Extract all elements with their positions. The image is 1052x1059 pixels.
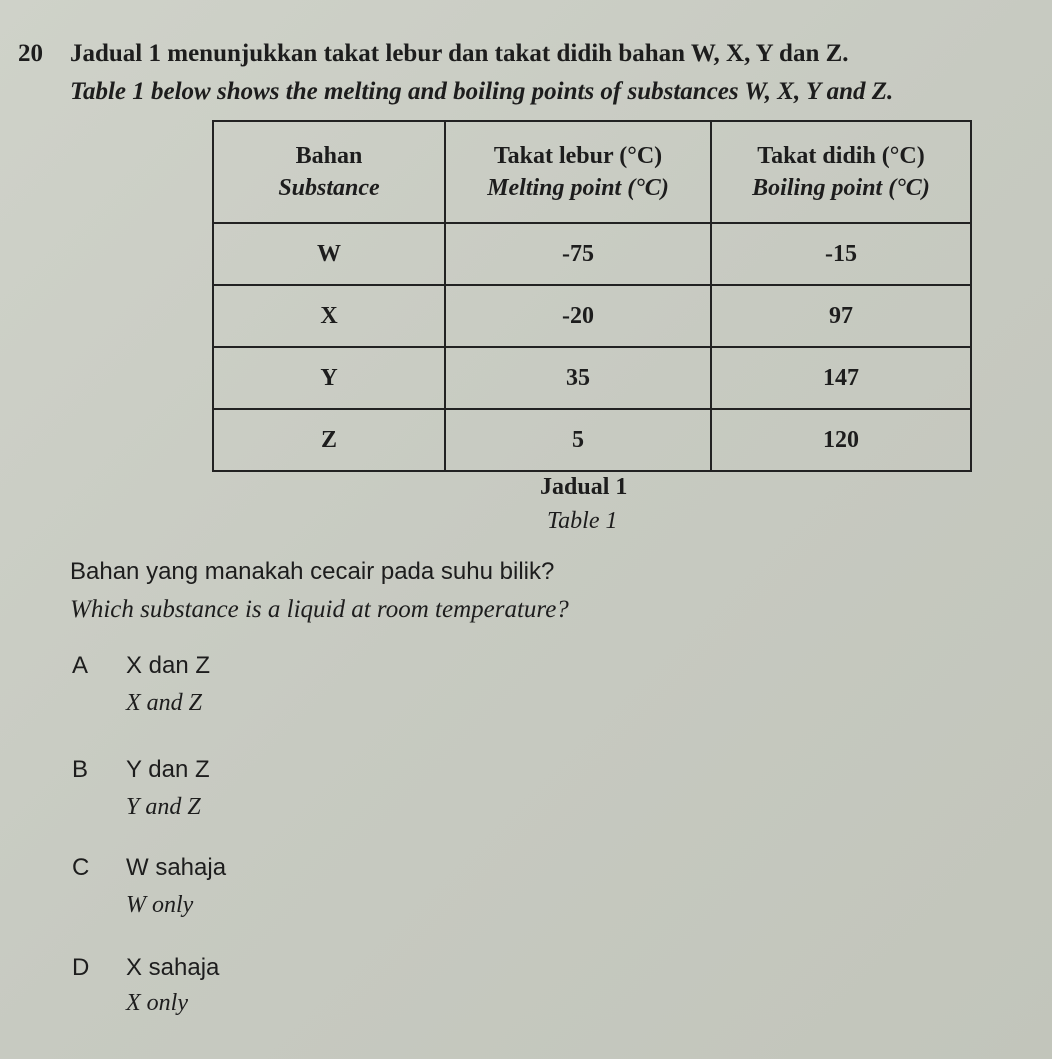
prompt-malay: Bahan yang manakah cecair pada suhu bilik?	[70, 558, 555, 585]
cell-boiling: -15	[711, 223, 971, 285]
option-d[interactable]	[72, 954, 219, 982]
cell-melting: 5	[445, 409, 711, 471]
header-boiling-point: Takat didih (°C) Boiling point (°C)	[711, 121, 971, 223]
option-c-english: W only	[126, 892, 194, 918]
table-row	[213, 409, 971, 471]
cell-substance: Y	[213, 347, 445, 409]
table-caption-malay: Jadual 1	[540, 474, 628, 500]
option-d-english: X only	[126, 990, 188, 1016]
table-row	[213, 347, 971, 409]
option-b[interactable]	[72, 756, 210, 784]
table-row	[213, 285, 971, 347]
data-table	[212, 120, 972, 472]
cell-substance: X	[213, 285, 445, 347]
option-letter: D	[72, 954, 90, 981]
cell-melting: 35	[445, 347, 711, 409]
option-a-english: X and Z	[126, 690, 203, 716]
question-text-malay: Jadual 1 menunjukkan takat lebur dan takat didih bahan W, X, Y dan Z.	[70, 40, 849, 67]
cell-melting: -75	[445, 223, 711, 285]
header-substance: Bahan Substance	[213, 121, 445, 223]
option-text-malay: W sahaja	[126, 854, 227, 881]
cell-boiling: 97	[711, 285, 971, 347]
table-row	[213, 223, 971, 285]
cell-substance: W	[213, 223, 445, 285]
option-b-english: Y and Z	[126, 794, 201, 820]
option-letter: A	[72, 652, 89, 679]
option-c[interactable]	[72, 854, 226, 882]
option-text-malay: X dan Z	[126, 652, 211, 679]
option-a[interactable]	[72, 652, 210, 680]
option-letter: B	[72, 756, 89, 783]
prompt-english: Which substance is a liquid at room temperature?	[70, 596, 569, 623]
question-number: 20	[18, 40, 43, 67]
cell-substance: Z	[213, 409, 445, 471]
question-text-english: Table 1 below shows the melting and boiling points of substances W, X, Y and Z.	[70, 78, 894, 105]
cell-melting: -20	[445, 285, 711, 347]
cell-boiling: 147	[711, 347, 971, 409]
table-caption-english: Table 1	[547, 508, 618, 534]
option-text-malay: Y dan Z	[126, 756, 210, 783]
table-header-row	[213, 121, 971, 223]
option-text-malay: X sahaja	[126, 954, 220, 981]
option-letter: C	[72, 854, 90, 881]
header-melting-point: Takat lebur (°C) Melting point (°C)	[445, 121, 711, 223]
cell-boiling: 120	[711, 409, 971, 471]
